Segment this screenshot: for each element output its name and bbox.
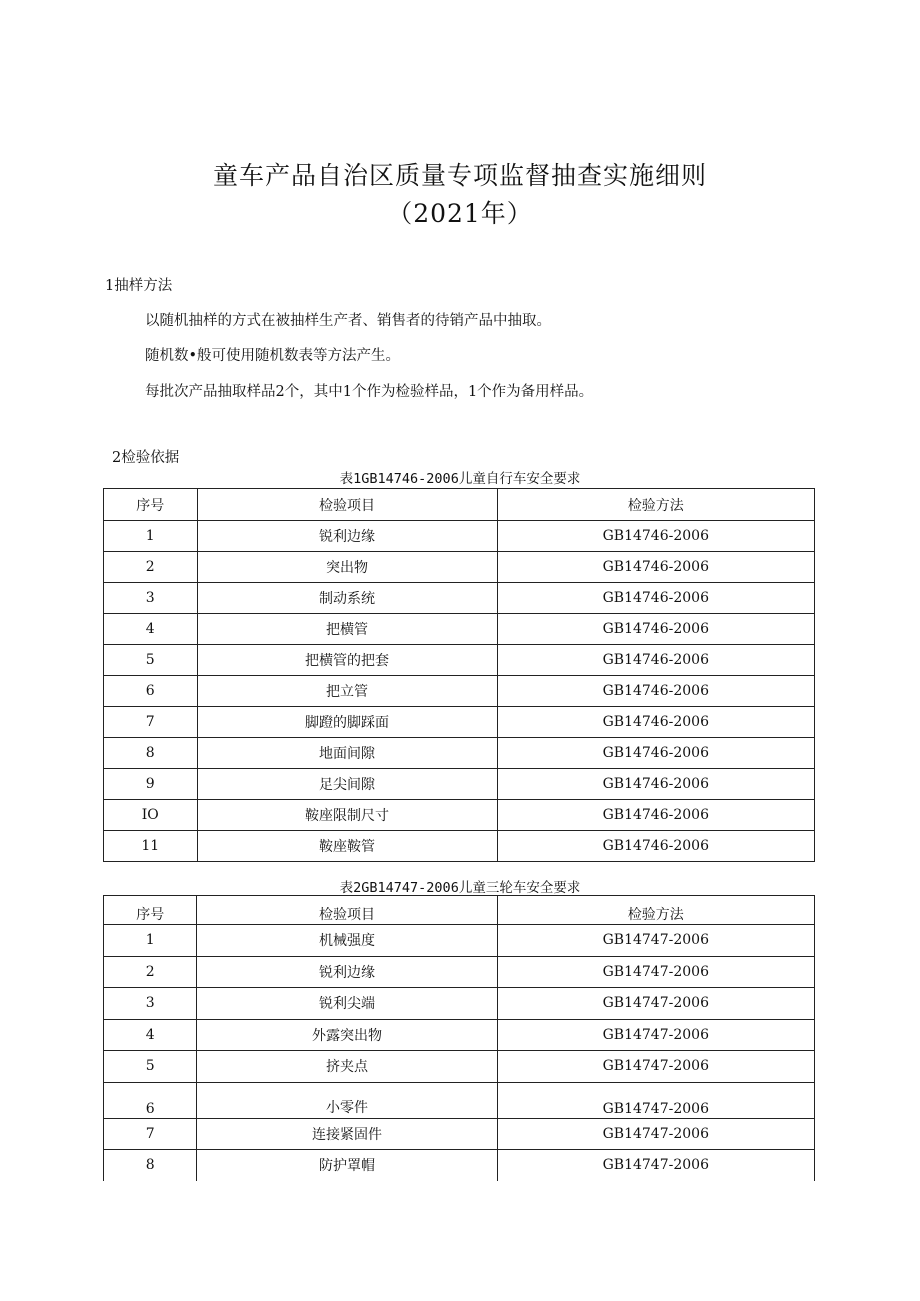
table-cell: GB14746-2006 — [497, 676, 814, 707]
table-cell: 锐利边缘 — [197, 956, 497, 988]
table-row — [104, 956, 815, 988]
table-cell: 挤夹点 — [197, 1051, 497, 1083]
table-cell: GB14746-2006 — [497, 707, 814, 738]
table-row — [104, 831, 815, 862]
table-cell: 把立管 — [197, 676, 497, 707]
table-cell: 防护罩帽 — [197, 1150, 497, 1181]
table-2-caption: 表2GB14747-2006儿童三轮车安全要求 — [339, 880, 581, 896]
table-cell: 3 — [104, 583, 198, 614]
table-row — [104, 521, 815, 552]
table-cell: 4 — [104, 614, 198, 645]
table-row — [104, 800, 815, 831]
table-cell: 8 — [104, 1150, 197, 1181]
table-cell: 制动系统 — [197, 583, 497, 614]
table-row — [104, 988, 815, 1020]
table-cell: 把横管的把套 — [197, 645, 497, 676]
table-1 — [103, 488, 815, 862]
table-cell: 3 — [104, 988, 197, 1020]
table-row — [104, 769, 815, 800]
table-header-row — [104, 489, 815, 521]
table-cell: 5 — [104, 645, 198, 676]
table-cell: 小零件 — [197, 1082, 497, 1118]
table-cell: IO — [104, 800, 198, 831]
header-cell: 检验项目 — [197, 489, 497, 521]
section-1-heading: 1抽样方法 — [105, 278, 173, 294]
table-1-caption: 表1GB14746-2006儿童自行车安全要求 — [339, 471, 581, 487]
table-cell: 脚蹬的脚踩面 — [197, 707, 497, 738]
table-cell: 机械强度 — [197, 925, 497, 957]
table-row — [104, 1019, 815, 1051]
table-cell: 7 — [104, 1118, 197, 1150]
section-2-heading: 2检验依据 — [112, 450, 180, 466]
table-header-row — [104, 896, 815, 925]
table-cell: 外露突出物 — [197, 1019, 497, 1051]
header-cell: 检验方法 — [497, 896, 814, 925]
table-cell: 1 — [104, 925, 197, 957]
table-cell: 锐利边缘 — [197, 521, 497, 552]
table-cell: GB14747-2006 — [497, 988, 814, 1020]
table-row — [104, 645, 815, 676]
table-row — [104, 552, 815, 583]
table-cell: GB14747-2006 — [497, 1082, 814, 1118]
table-cell: GB14746-2006 — [497, 769, 814, 800]
table-cell: GB14747-2006 — [497, 1051, 814, 1083]
table-cell: GB14746-2006 — [497, 552, 814, 583]
paragraph-sampling-method: 以随机抽样的方式在被抽样生产者、销售者的待销产品中抽取。 — [145, 313, 551, 329]
table-row — [104, 1150, 815, 1181]
table-cell: 5 — [104, 1051, 197, 1083]
paragraph-random-numbers: 随机数•般可使用随机数表等方法产生。 — [145, 348, 401, 364]
table-cell: 4 — [104, 1019, 197, 1051]
table-cell: 鞍座鞍管 — [197, 831, 497, 862]
table-row — [104, 1051, 815, 1083]
header-cell: 序号 — [104, 896, 197, 925]
table-cell: 1 — [104, 521, 198, 552]
table-row — [104, 1118, 815, 1150]
header-cell: 序号 — [104, 489, 198, 521]
table-cell: 7 — [104, 707, 198, 738]
table-cell: GB14747-2006 — [497, 1118, 814, 1150]
table-row — [104, 676, 815, 707]
table-cell: GB14747-2006 — [497, 925, 814, 957]
header-cell: 检验项目 — [197, 896, 497, 925]
table-cell: GB14746-2006 — [497, 645, 814, 676]
table-cell: 6 — [104, 676, 198, 707]
table-row — [104, 583, 815, 614]
table-cell: 鞍座限制尺寸 — [197, 800, 497, 831]
table-cell: 突出物 — [197, 552, 497, 583]
table-cell: GB14746-2006 — [497, 738, 814, 769]
table-cell: GB14747-2006 — [497, 956, 814, 988]
table-cell: GB14746-2006 — [497, 583, 814, 614]
table-cell: 11 — [104, 831, 198, 862]
table-cell: GB14747-2006 — [497, 1019, 814, 1051]
table-row — [104, 738, 815, 769]
table-row — [104, 614, 815, 645]
table-cell: 2 — [104, 552, 198, 583]
table-cell: 连接紧固件 — [197, 1118, 497, 1150]
table-row — [104, 925, 815, 957]
table-cell: 地面间隙 — [197, 738, 497, 769]
table-2 — [103, 895, 815, 1181]
table-row — [104, 707, 815, 738]
table-cell: GB14747-2006 — [497, 1150, 814, 1181]
table-cell: GB14746-2006 — [497, 831, 814, 862]
table-cell: 把横管 — [197, 614, 497, 645]
table-cell: 8 — [104, 738, 198, 769]
table-cell: 锐利尖端 — [197, 988, 497, 1020]
document-year: （2021年） — [387, 199, 533, 228]
table-cell: 2 — [104, 956, 197, 988]
table-cell: GB14746-2006 — [497, 521, 814, 552]
table-cell: 足尖间隙 — [197, 769, 497, 800]
table-cell: 9 — [104, 769, 198, 800]
table-cell: GB14746-2006 — [497, 614, 814, 645]
table-cell: 6 — [104, 1082, 197, 1118]
paragraph-sample-count: 每批次产品抽取样品2个，其中1个作为检验样品，1个作为备用样品。 — [145, 384, 594, 400]
table-cell: GB14746-2006 — [497, 800, 814, 831]
header-cell: 检验方法 — [497, 489, 814, 521]
document-title: 童车产品自治区质量专项监督抽查实施细则 — [212, 161, 707, 190]
table-row — [104, 1082, 815, 1118]
